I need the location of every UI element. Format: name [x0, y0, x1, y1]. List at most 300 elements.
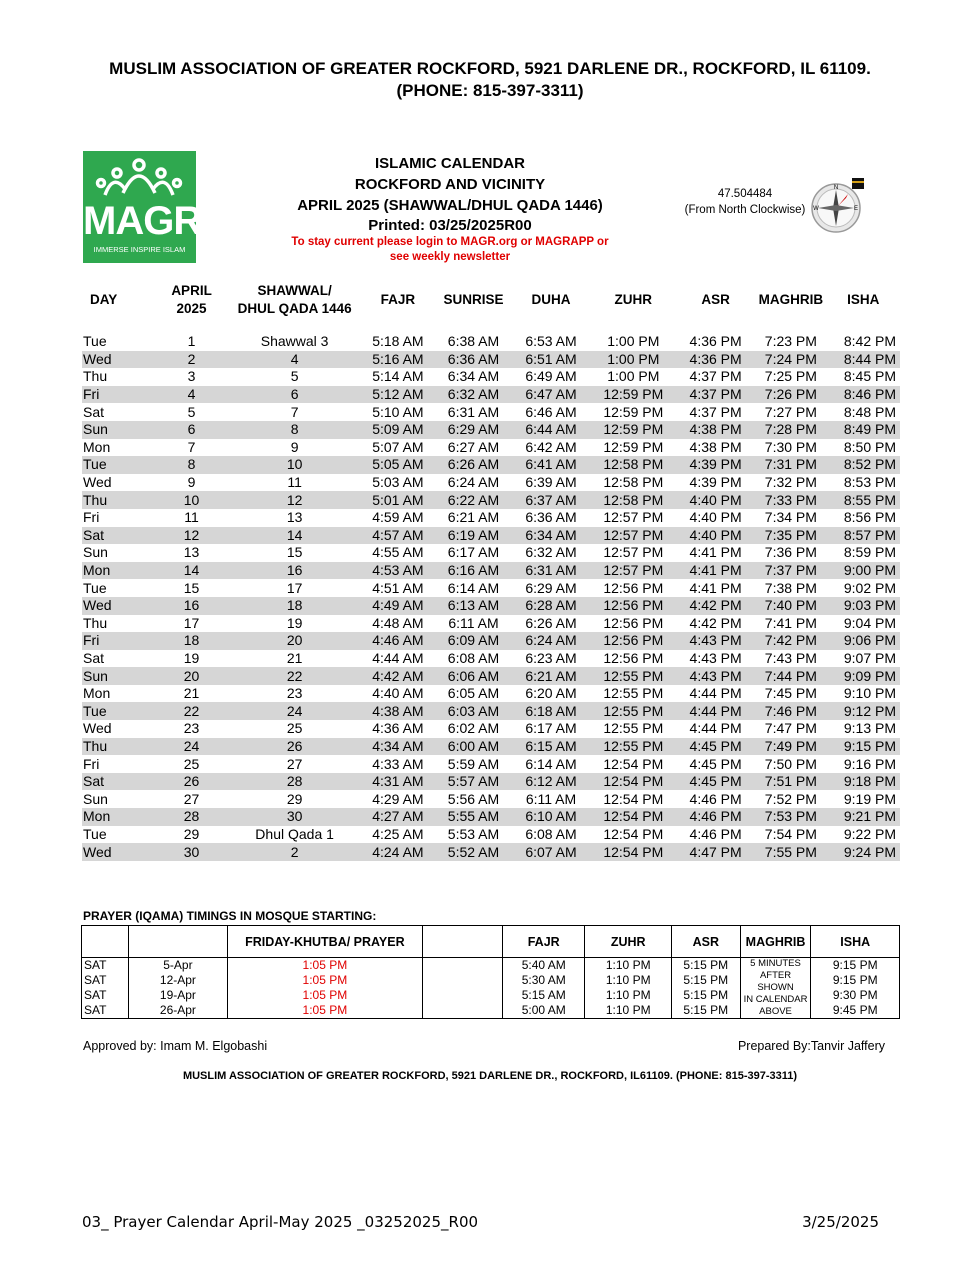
cell-duha: 6:28 AM	[515, 597, 586, 615]
maghrib-note-line: IN CALENDAR	[743, 994, 808, 1005]
cell-maghrib: 7:31 PM	[751, 456, 830, 474]
calendar-row	[82, 579, 900, 597]
cell-sunrise: 6:03 AM	[432, 702, 516, 720]
calendar-row	[82, 843, 900, 861]
cell-day: Sun	[83, 790, 108, 807]
cell-zuhr: 12:56 PM	[603, 614, 664, 631]
cell-asr: 4:40 PM	[680, 491, 751, 509]
cell-fajr: 4:36 AM	[372, 720, 424, 737]
cell-isha: 9:16 PM	[843, 755, 896, 772]
cell-duha: 6:41 AM	[515, 456, 586, 474]
cell-april-date: 28	[158, 808, 225, 826]
iqama-cell-date: 26-Apr	[128, 1003, 227, 1019]
cell-isha: 9:21 PM	[831, 808, 900, 826]
iqama-cell-fajr: 5:30 AM	[502, 973, 585, 988]
cell-hijri-date: 19	[286, 614, 303, 631]
calendar-row	[82, 509, 900, 527]
cell-duha: 6:46 AM	[525, 403, 577, 420]
calendar-body	[82, 333, 900, 861]
cell-zuhr: 1:00 PM	[607, 368, 660, 385]
iqama-header-asr: ASR	[671, 926, 740, 958]
cell-day: Wed	[82, 597, 158, 615]
calendar-row	[82, 808, 900, 826]
iqama-cell-blank	[422, 1003, 502, 1019]
iqama-cell-zuhr: 1:10 PM	[585, 988, 672, 1003]
cell-maghrib: 7:37 PM	[751, 562, 830, 580]
cell-asr: 4:38 PM	[680, 421, 751, 439]
cell-maghrib: 7:26 PM	[751, 386, 830, 404]
cell-april-date: 13	[183, 544, 200, 561]
cell-asr: 4:36 PM	[680, 351, 751, 369]
cell-day: Sat	[83, 649, 105, 666]
calendar-row	[82, 632, 900, 650]
qibla-note: (From North Clockwise)	[684, 204, 806, 216]
cell-duha: 6:36 AM	[525, 509, 577, 526]
cell-isha: 9:02 PM	[843, 579, 896, 596]
prepared-by: Prepared By:Tanvir Jaffery	[737, 1039, 885, 1053]
maghrib-note-line: 5 MINUTES	[750, 958, 801, 969]
cell-day: Fri	[82, 632, 158, 650]
cell-maghrib: 7:28 PM	[751, 421, 830, 439]
cell-zuhr: 12:56 PM	[603, 649, 664, 666]
cell-duha: 6:12 AM	[515, 773, 586, 791]
cell-hijri-date: 9	[290, 438, 299, 455]
cell-asr: 4:46 PM	[689, 790, 742, 807]
cell-zuhr: 12:55 PM	[587, 702, 680, 720]
cell-hijri-date: 18	[225, 597, 364, 615]
iqama-cell-asr: 5:15 PM	[671, 958, 740, 974]
page-footer-left: 03_ Prayer Calendar April-May 2025 _03252025_R00	[82, 1213, 479, 1231]
cell-zuhr: 1:00 PM	[607, 333, 660, 350]
cell-zuhr: 12:59 PM	[603, 438, 664, 455]
cell-fajr: 4:27 AM	[364, 808, 431, 826]
cell-duha: 6:29 AM	[525, 579, 577, 596]
cell-sunrise: 6:05 AM	[447, 685, 500, 702]
cell-day: Tue	[83, 579, 107, 596]
iqama-cell-fajr: 5:15 AM	[502, 988, 585, 1003]
cell-isha: 9:06 PM	[831, 632, 900, 650]
cell-zuhr: 12:59 PM	[603, 403, 664, 420]
iqama-cell-date: 19-Apr	[128, 988, 227, 1003]
cell-duha: 6:26 AM	[525, 614, 577, 631]
header-asr: ASR	[701, 292, 730, 307]
cell-sunrise: 6:38 AM	[447, 333, 500, 350]
header-april	[158, 278, 225, 322]
cell-april-date: 8	[158, 456, 225, 474]
cell-fajr: 4:57 AM	[364, 527, 431, 545]
cell-fajr: 4:29 AM	[372, 790, 424, 807]
compass-icon	[808, 176, 866, 234]
cell-april-date: 5	[187, 403, 196, 420]
cell-sunrise: 6:34 AM	[447, 368, 500, 385]
cell-maghrib: 7:45 PM	[764, 685, 817, 702]
calendar-row	[82, 720, 900, 738]
calendar-row	[82, 597, 900, 615]
cell-fajr: 4:46 AM	[364, 632, 431, 650]
cell-duha: 6:39 AM	[525, 474, 577, 491]
iqama-header-day	[82, 926, 129, 958]
cell-isha: 9:15 PM	[831, 738, 900, 756]
cell-fajr: 5:10 AM	[372, 403, 424, 420]
cell-maghrib: 7:47 PM	[764, 720, 817, 737]
cell-sunrise: 6:09 AM	[432, 632, 516, 650]
cell-duha: 6:42 AM	[525, 438, 577, 455]
cell-april-date: 3	[187, 368, 196, 385]
iqama-cell-fajr: 5:00 AM	[502, 1003, 585, 1019]
cell-asr: 4:47 PM	[680, 843, 751, 861]
cell-hijri-date: 8	[225, 421, 364, 439]
iqama-cell-asr: 5:15 PM	[671, 973, 740, 988]
cell-day: Wed	[82, 351, 158, 369]
cell-hijri-date: Shawwal 3	[260, 333, 329, 350]
cell-sunrise: 5:57 AM	[432, 773, 516, 791]
cell-hijri-date: 4	[225, 351, 364, 369]
cell-april-date: 22	[158, 702, 225, 720]
cell-fajr: 4:38 AM	[364, 702, 431, 720]
cell-isha: 9:10 PM	[843, 685, 896, 702]
cell-hijri-date: 30	[225, 808, 364, 826]
cell-duha: 6:17 AM	[525, 720, 577, 737]
cell-asr: 4:45 PM	[689, 755, 742, 772]
cell-maghrib: 7:40 PM	[751, 597, 830, 615]
cell-asr: 4:37 PM	[680, 386, 751, 404]
cell-duha: 6:08 AM	[525, 825, 577, 842]
calendar-row	[82, 544, 900, 562]
calendar-row	[82, 790, 900, 808]
cell-asr: 4:37 PM	[689, 403, 742, 420]
cell-hijri-date: 20	[225, 632, 364, 650]
iqama-header-row	[82, 926, 900, 958]
cell-day: Tue	[83, 333, 107, 350]
cell-sunrise: 6:32 AM	[432, 386, 516, 404]
cell-isha: 8:52 PM	[831, 456, 900, 474]
cell-maghrib: 7:55 PM	[751, 843, 830, 861]
calendar-row	[82, 667, 900, 685]
cell-maghrib: 7:41 PM	[764, 614, 817, 631]
title-line2: ROCKFORD AND VICINITY	[354, 176, 546, 193]
cell-asr: 4:38 PM	[689, 438, 742, 455]
iqama-cell-friday: 1:05 PM	[228, 958, 423, 974]
cell-zuhr: 12:56 PM	[587, 597, 680, 615]
iqama-cell-friday: 1:05 PM	[228, 973, 423, 988]
cell-april-date: 24	[158, 738, 225, 756]
cell-hijri-date: 25	[286, 720, 303, 737]
iqama-header-fajr: FAJR	[502, 926, 585, 958]
cell-maghrib: 7:32 PM	[764, 474, 817, 491]
cell-hijri-date: 14	[225, 527, 364, 545]
cell-duha: 6:07 AM	[515, 843, 586, 861]
cell-hijri-date: 12	[225, 491, 364, 509]
org-footer-line: MUSLIM ASSOCIATION OF GREATER ROCKFORD, 5921 DARLENE DR., ROCKFORD, IL61109. (PHONE: 815-397-3311)	[182, 1070, 798, 1082]
cell-hijri-date: 6	[225, 386, 364, 404]
cell-hijri-date: 24	[225, 702, 364, 720]
cell-duha: 6:34 AM	[515, 527, 586, 545]
cell-sunrise: 6:21 AM	[447, 509, 500, 526]
cell-duha: 6:14 AM	[525, 755, 577, 772]
cell-april-date: 12	[158, 527, 225, 545]
cell-asr: 4:46 PM	[680, 808, 751, 826]
cell-isha: 8:59 PM	[843, 544, 896, 561]
cell-april-date: 26	[158, 773, 225, 791]
cell-day: Fri	[83, 755, 100, 772]
cell-duha: 6:11 AM	[525, 790, 577, 807]
cell-isha: 9:04 PM	[843, 614, 896, 631]
cell-fajr: 4:24 AM	[364, 843, 431, 861]
cell-duha: 6:31 AM	[515, 562, 586, 580]
cell-duha: 6:18 AM	[515, 702, 586, 720]
svg-text:W: W	[813, 206, 819, 212]
cell-day: Mon	[82, 562, 158, 580]
cell-asr: 4:41 PM	[689, 544, 742, 561]
cell-duha: 6:37 AM	[515, 491, 586, 509]
cell-day: Thu	[83, 614, 108, 631]
calendar-row	[82, 351, 900, 369]
approved-by: Approved by: Imam M. Elgobashi	[83, 1039, 268, 1053]
iqama-cell-isha: 9:30 PM	[811, 988, 900, 1003]
cell-day: Wed	[82, 843, 158, 861]
cell-april-date: 21	[183, 685, 200, 702]
cell-zuhr: 12:55 PM	[603, 720, 664, 737]
cell-april-date: 20	[158, 667, 225, 685]
cell-zuhr: 12:54 PM	[603, 790, 664, 807]
title-line3: APRIL 2025 (SHAWWAL/DHUL QADA 1446)	[297, 197, 603, 214]
cell-zuhr: 12:54 PM	[603, 755, 664, 772]
cell-maghrib: 7:23 PM	[764, 333, 817, 350]
prayer-calendar-table	[82, 278, 900, 861]
cell-day: Sun	[83, 544, 108, 561]
iqama-cell-date: 12-Apr	[128, 973, 227, 988]
org-header-line1: MUSLIM ASSOCIATION OF GREATER ROCKFORD, 5921 DARLENE DR., ROCKFORD, IL 61109.	[109, 59, 871, 78]
cell-isha: 9:22 PM	[843, 825, 896, 842]
cell-sunrise: 6:22 AM	[432, 491, 516, 509]
cell-isha: 9:00 PM	[831, 562, 900, 580]
logo-tagline: IMMERSE INSPIRE ISLAM	[93, 245, 186, 254]
calendar-row	[82, 333, 900, 351]
cell-sunrise: 5:59 AM	[447, 755, 500, 772]
cell-maghrib: 7:52 PM	[764, 790, 817, 807]
cell-hijri-date: 27	[286, 755, 303, 772]
cell-hijri-date: 10	[225, 456, 364, 474]
iqama-cell-zuhr: 1:10 PM	[585, 958, 672, 974]
iqama-cell-zuhr: 1:10 PM	[585, 973, 672, 988]
cell-april-date: 23	[183, 720, 200, 737]
cell-maghrib: 7:51 PM	[751, 773, 830, 791]
header-day: DAY	[90, 292, 118, 307]
iqama-title: PRAYER (IQAMA) TIMINGS IN MOSQUE STARTING:	[83, 909, 377, 923]
iqama-cell-friday: 1:05 PM	[228, 988, 423, 1003]
cell-sunrise: 6:24 AM	[447, 474, 500, 491]
cell-april-date: 16	[158, 597, 225, 615]
iqama-cell-blank	[422, 973, 502, 988]
cell-maghrib: 7:42 PM	[751, 632, 830, 650]
cell-april-date: 18	[158, 632, 225, 650]
calendar-row	[82, 738, 900, 756]
header-hijri-2: DHUL QADA 1446	[237, 301, 352, 316]
cell-duha: 6:53 AM	[525, 333, 577, 350]
iqama-cell-day: SAT	[82, 973, 129, 988]
cell-isha: 8:42 PM	[843, 333, 896, 350]
cell-zuhr: 12:55 PM	[603, 685, 664, 702]
header-hijri	[225, 278, 364, 322]
iqama-header-date	[128, 926, 227, 958]
cell-fajr: 4:53 AM	[364, 562, 431, 580]
cell-hijri-date: Dhul Qada 1	[255, 825, 334, 842]
cell-april-date: 9	[187, 474, 196, 491]
cell-sunrise: 6:27 AM	[447, 438, 500, 455]
iqama-cell-isha: 9:15 PM	[811, 973, 900, 988]
calendar-row	[82, 685, 900, 703]
cell-asr: 4:39 PM	[689, 474, 742, 491]
cell-hijri-date: 11	[287, 474, 302, 491]
cell-maghrib: 7:54 PM	[764, 825, 817, 842]
cell-isha: 9:24 PM	[831, 843, 900, 861]
cell-april-date: 11	[184, 509, 199, 526]
cell-asr: 4:44 PM	[689, 720, 742, 737]
maghrib-note-line: ABOVE	[759, 1006, 792, 1017]
cell-day: Sun	[82, 421, 158, 439]
cell-fajr: 5:12 AM	[364, 386, 431, 404]
cell-isha: 9:07 PM	[843, 649, 896, 666]
cell-day: Sat	[82, 527, 158, 545]
cell-zuhr: 12:57 PM	[603, 509, 664, 526]
calendar-row	[82, 527, 900, 545]
cell-isha: 8:45 PM	[843, 368, 896, 385]
cell-fajr: 5:18 AM	[372, 333, 424, 350]
cell-day: Wed	[83, 720, 112, 737]
cell-maghrib: 7:35 PM	[751, 527, 830, 545]
cell-day: Wed	[83, 474, 112, 491]
cell-april-date: 29	[183, 825, 200, 842]
cell-sunrise: 6:13 AM	[432, 597, 516, 615]
cell-hijri-date: 23	[286, 685, 303, 702]
calendar-row	[82, 615, 900, 633]
cell-asr: 4:41 PM	[689, 579, 742, 596]
cell-zuhr: 12:55 PM	[587, 738, 680, 756]
cell-isha: 8:50 PM	[843, 438, 896, 455]
title-line1: ISLAMIC CALENDAR	[375, 155, 525, 172]
cell-zuhr: 12:59 PM	[587, 421, 680, 439]
cell-isha: 8:44 PM	[831, 351, 900, 369]
cell-fajr: 5:09 AM	[364, 421, 431, 439]
title-note1: To stay current please login to MAGR.org or MAGRAPP or	[291, 236, 609, 248]
cell-asr: 4:43 PM	[680, 667, 751, 685]
calendar-row	[82, 702, 900, 720]
cell-april-date: 27	[183, 790, 200, 807]
cell-asr: 4:43 PM	[689, 649, 742, 666]
cell-zuhr: 12:57 PM	[603, 544, 664, 561]
cell-sunrise: 6:00 AM	[432, 738, 516, 756]
cell-sunrise: 5:52 AM	[432, 843, 516, 861]
cell-maghrib: 7:25 PM	[764, 368, 817, 385]
cell-fajr: 5:03 AM	[372, 474, 424, 491]
cell-maghrib: 7:38 PM	[764, 579, 817, 596]
cell-zuhr: 12:58 PM	[603, 474, 664, 491]
cell-maghrib: 7:34 PM	[764, 509, 817, 526]
calendar-row	[82, 826, 900, 844]
cell-day: Tue	[83, 825, 107, 842]
cell-zuhr: 12:56 PM	[603, 579, 664, 596]
cell-hijri-date: 16	[225, 562, 364, 580]
cell-asr: 4:46 PM	[689, 825, 742, 842]
header-hijri-1: SHAWWAL/	[257, 283, 332, 298]
cell-sunrise: 6:26 AM	[432, 456, 516, 474]
dome-arches-icon	[83, 151, 196, 201]
svg-text:E: E	[853, 206, 859, 212]
iqama-cell-day: SAT	[82, 958, 129, 974]
cell-duha: 6:15 AM	[515, 738, 586, 756]
cell-april-date: 25	[183, 755, 200, 772]
iqama-cell-isha: 9:15 PM	[811, 958, 900, 974]
cell-isha: 8:56 PM	[843, 509, 896, 526]
cell-hijri-date: 26	[225, 738, 364, 756]
cell-duha: 6:24 AM	[515, 632, 586, 650]
iqama-cell-friday: 1:05 PM	[228, 1003, 423, 1019]
cell-maghrib: 7:44 PM	[751, 667, 830, 685]
cell-day: Tue	[82, 456, 158, 474]
cell-maghrib: 7:49 PM	[751, 738, 830, 756]
cell-maghrib: 7:33 PM	[751, 491, 830, 509]
org-header-line2: (PHONE: 815-397-3311)	[396, 81, 584, 100]
iqama-cell-blank	[422, 988, 502, 1003]
iqama-header-maghrib: MAGHRIB	[740, 926, 811, 958]
title-note2: see weekly newsletter	[389, 251, 511, 263]
cell-maghrib: 7:27 PM	[764, 403, 817, 420]
cell-sunrise: 6:16 AM	[432, 562, 516, 580]
cell-zuhr: 1:00 PM	[587, 351, 680, 369]
header-duha: DUHA	[531, 292, 571, 307]
maghrib-note-line: AFTER SHOWN	[757, 970, 794, 993]
iqama-header-friday: FRIDAY-KHUTBA/ PRAYER	[228, 926, 423, 958]
cell-sunrise: 6:19 AM	[432, 527, 516, 545]
cell-zuhr: 12:59 PM	[587, 386, 680, 404]
cell-hijri-date: 22	[225, 667, 364, 685]
cell-day: Thu	[83, 368, 108, 385]
page-footer-right: 3/25/2025	[802, 1213, 879, 1231]
cell-zuhr: 12:54 PM	[587, 773, 680, 791]
logo-text: MAGR	[83, 199, 202, 243]
cell-hijri-date: 28	[225, 773, 364, 791]
cell-zuhr: 12:54 PM	[603, 825, 664, 842]
cell-isha: 8:46 PM	[831, 386, 900, 404]
cell-duha: 6:23 AM	[525, 649, 577, 666]
cell-day: Fri	[82, 386, 158, 404]
cell-sunrise: 6:14 AM	[447, 579, 500, 596]
cell-zuhr: 12:54 PM	[587, 843, 680, 861]
cell-hijri-date: 15	[286, 544, 303, 561]
cell-sunrise: 6:11 AM	[448, 614, 499, 631]
iqama-header-blank	[422, 926, 502, 958]
cell-isha: 8:48 PM	[843, 403, 896, 420]
cell-zuhr: 12:56 PM	[587, 632, 680, 650]
iqama-header-zuhr: ZUHR	[585, 926, 672, 958]
iqama-cell-day: SAT	[82, 988, 129, 1003]
cell-day: Tue	[82, 702, 158, 720]
cell-sunrise: 6:17 AM	[447, 544, 500, 561]
cell-duha: 6:32 AM	[525, 544, 577, 561]
svg-text:N: N	[833, 185, 839, 191]
cell-zuhr: 12:58 PM	[587, 491, 680, 509]
cell-sunrise: 5:56 AM	[447, 790, 500, 807]
cell-duha: 6:51 AM	[515, 351, 586, 369]
cell-fajr: 5:16 AM	[364, 351, 431, 369]
cell-maghrib: 7:53 PM	[751, 808, 830, 826]
cell-sunrise: 6:02 AM	[447, 720, 500, 737]
calendar-row	[82, 403, 900, 421]
cell-hijri-date: 29	[286, 790, 303, 807]
cell-fajr: 5:05 AM	[364, 456, 431, 474]
cell-april-date: 10	[158, 491, 225, 509]
cell-fajr: 4:40 AM	[372, 685, 424, 702]
